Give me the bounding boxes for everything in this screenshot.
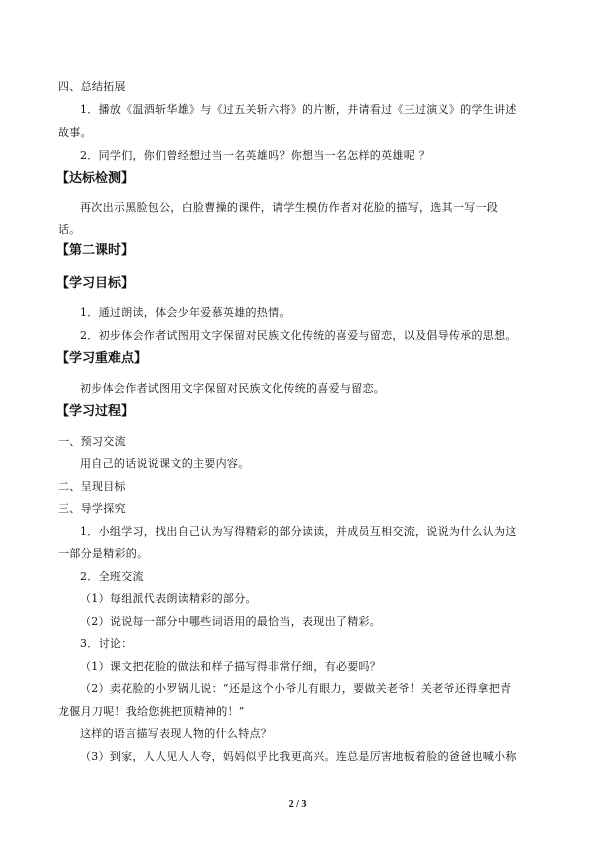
heading-second-lesson: 【第二课时】: [56, 243, 135, 258]
dabiao-line-1: 再次出示黑脸包公，白脸曹操的课件，请学生模仿作者对花脸的描写，选其一写一段: [80, 201, 499, 214]
process-2-title: 二、呈现目标: [58, 480, 126, 493]
p3-item-3-b-question: 这样的语言描写表现人物的什么特点？: [80, 727, 273, 740]
p3-item-3: 3．讨论：: [80, 637, 133, 650]
heading-learning-goals: 【学习目标】: [56, 276, 135, 291]
p3-item-2: 2．全班交流: [80, 570, 144, 583]
process-1-text: 用自己的话说说课文的主要内容。: [80, 457, 250, 470]
s4-item-1-line-1: 1．播放《温酒斩华雄》与《过五关斩六将》的片断，并请看过《三过演义》的学生讲述: [80, 103, 517, 116]
heading-dabiao: 【达标检测】: [56, 171, 135, 186]
p3-item-2-a: （1）每组派代表朗读精彩的部分。: [80, 592, 257, 605]
heading-learning-process: 【学习过程】: [56, 404, 135, 419]
p3-item-3-c: （3）到家，人人见人人夸，妈妈似乎比我更高兴。连总是厉害地板着脸的爸爸也喊小称: [80, 750, 517, 763]
p3-item-3-b-line-1: （2）卖花脸的小罗锅儿说：“还是这个小爷儿有眼力，要做关老爷！关老爷还得拿把青: [80, 682, 512, 695]
process-3-title: 三、导学探究: [58, 502, 126, 515]
page-number: 2 / 3: [288, 799, 307, 810]
goal-1: 1．通过朗读，体会少年爱慕英雄的热情。: [80, 306, 291, 319]
dabiao-line-2: 话。: [58, 223, 81, 236]
s4-item-2: 2．同学们，你们曾经想过当一名英雄吗？你想当一名怎样的英雄呢 ？: [80, 149, 431, 162]
s4-item-1-line-2: 故事。: [58, 126, 92, 139]
key-points-text: 初步体会作者试图用文字保留对民族文化传统的喜爱与留恋。: [80, 382, 386, 395]
p3-item-1-line-1: 1．小组学习，找出自己认为写得精彩的部分读读，并成员互相交流，说说为什么认为这: [80, 525, 517, 538]
heading-key-points: 【学习重难点】: [56, 351, 148, 366]
p3-item-3-b-line-2: 龙偃月刀呢！我给您挑把顶精神的！”: [58, 705, 245, 718]
goal-2: 2．初步体会作者试图用文字保留对民族文化传统的喜爱与留恋，以及倡导传承的思想。: [80, 329, 517, 342]
p3-item-2-b: （2）说说每一部分中哪些词语用的最恰当，表现出了精彩。: [80, 615, 382, 628]
section-4-title: 四、总结拓展: [58, 80, 126, 93]
p3-item-1-line-2: 一部分是精彩的。: [58, 547, 149, 560]
p3-item-3-a: （1）课文把花脸的做法和样子描写得非常仔细，有必要吗？: [80, 660, 382, 673]
process-1-title: 一、预习交流: [58, 435, 126, 448]
